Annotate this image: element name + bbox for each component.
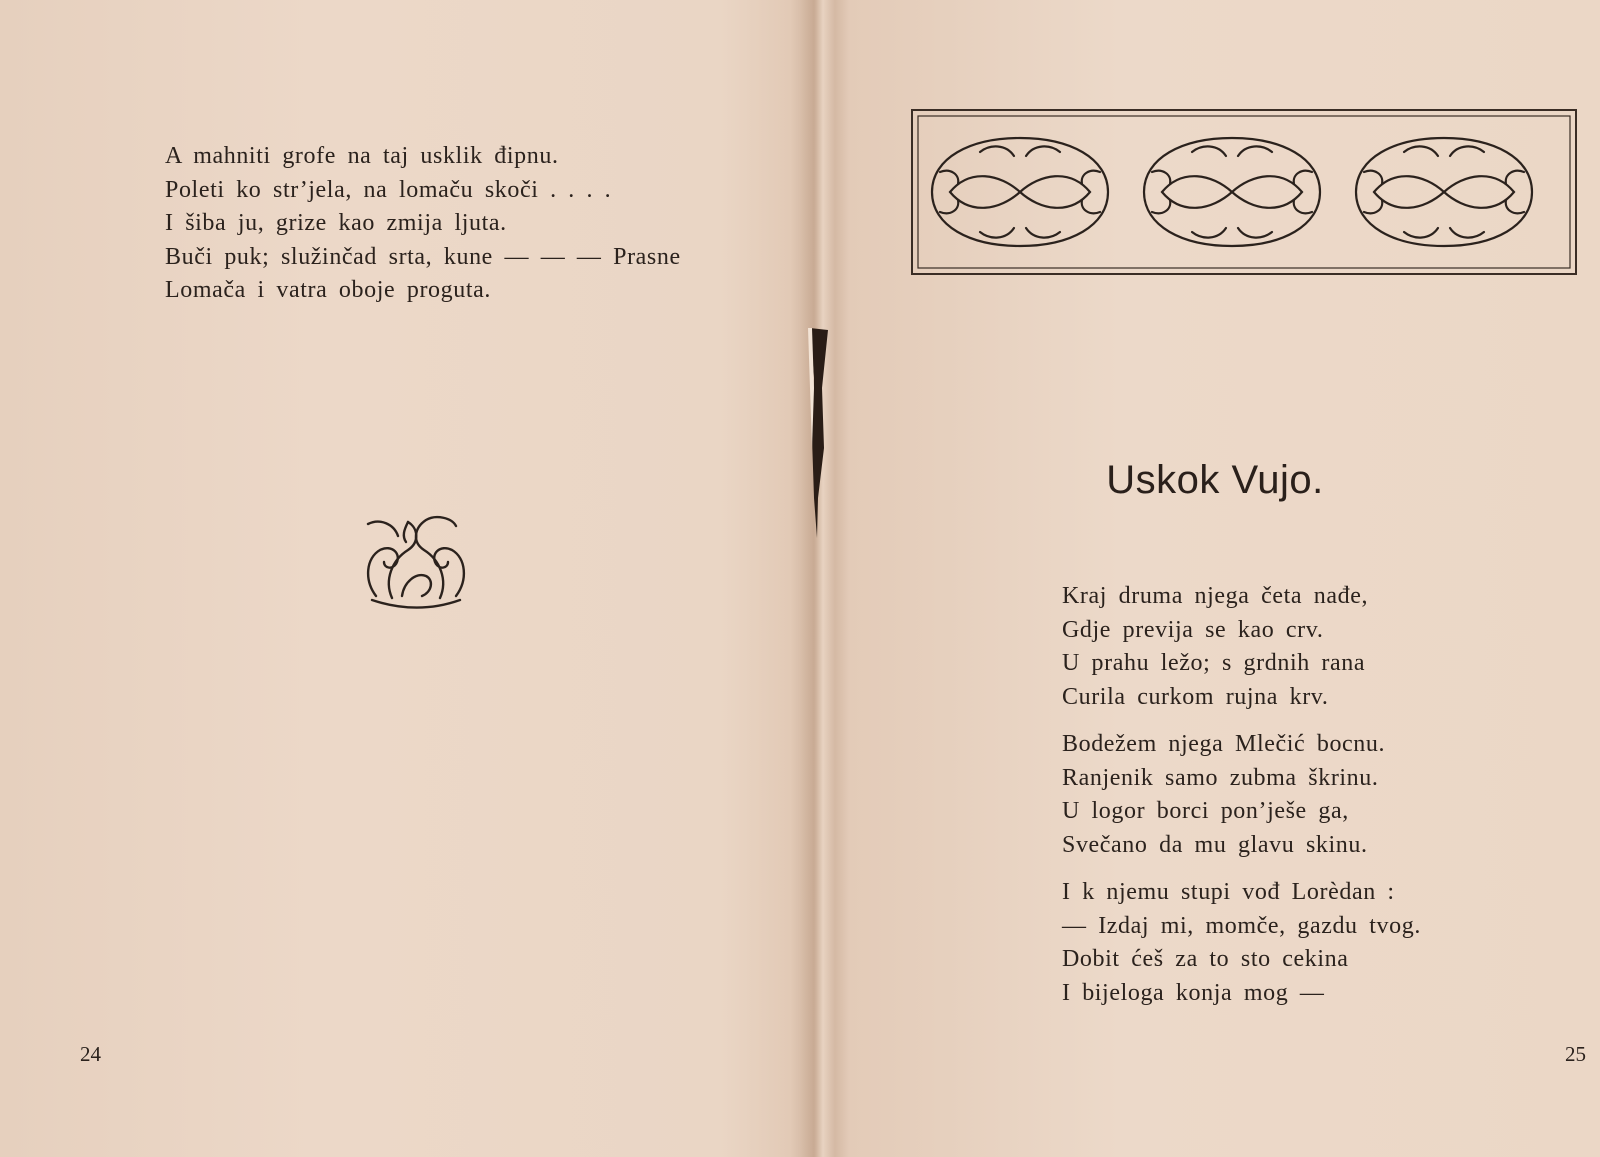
poem-line: Bodežem njega Mlečić bocnu.	[1062, 731, 1386, 757]
poem-line: I k njemu stupi vođ Lorèdan :	[1062, 879, 1395, 905]
right-page	[815, 0, 1600, 1157]
poem-line: Buči puk; služinčad srta, kune — — — Prasne	[165, 243, 681, 270]
poem-line: Dobit ćeš za to sto cekina	[1062, 946, 1349, 972]
poem-line: Ranjenik samo zubma škrinu.	[1062, 764, 1379, 791]
poem-line: Kraj druma njega četa nađe,	[1062, 583, 1369, 609]
poem-line: I šiba ju, grize kao zmija ljuta.	[165, 210, 507, 236]
poem-line: U logor borci pon’ješe ga,	[1062, 798, 1349, 824]
poem-line: U prahu ležo; s grdnih rana	[1062, 650, 1366, 676]
left-poem	[165, 140, 725, 308]
poem-line: A mahniti grofe na taj usklik đipnu.	[165, 143, 559, 169]
poem-line: Poleti ko str’jela, na lomaču skoči . . . .	[165, 176, 612, 203]
art-nouveau-frieze-icon	[910, 108, 1578, 276]
stanza	[1062, 580, 1542, 714]
poem-line: I bijeloga konja mog —	[1062, 979, 1325, 1006]
page-number: 24	[80, 1042, 101, 1066]
poem-line: — Izdaj mi, momče, gazdu tvog.	[1062, 912, 1421, 939]
right-poem	[1062, 580, 1542, 1024]
poem-line: Curila curkom rujna krv.	[1062, 683, 1329, 710]
poem-line: Lomača i vatra oboje proguta.	[165, 277, 491, 303]
floral-vignette-icon	[362, 510, 470, 614]
page-number: 25	[1565, 1042, 1586, 1066]
stanza	[1062, 876, 1542, 1010]
stanza	[1062, 728, 1542, 862]
poem-title: Uskok Vujo.	[1106, 458, 1324, 502]
poem-line: Svečano da mu glavu skinu.	[1062, 831, 1368, 858]
poem-line: Gdje previja se kao crv.	[1062, 616, 1324, 643]
